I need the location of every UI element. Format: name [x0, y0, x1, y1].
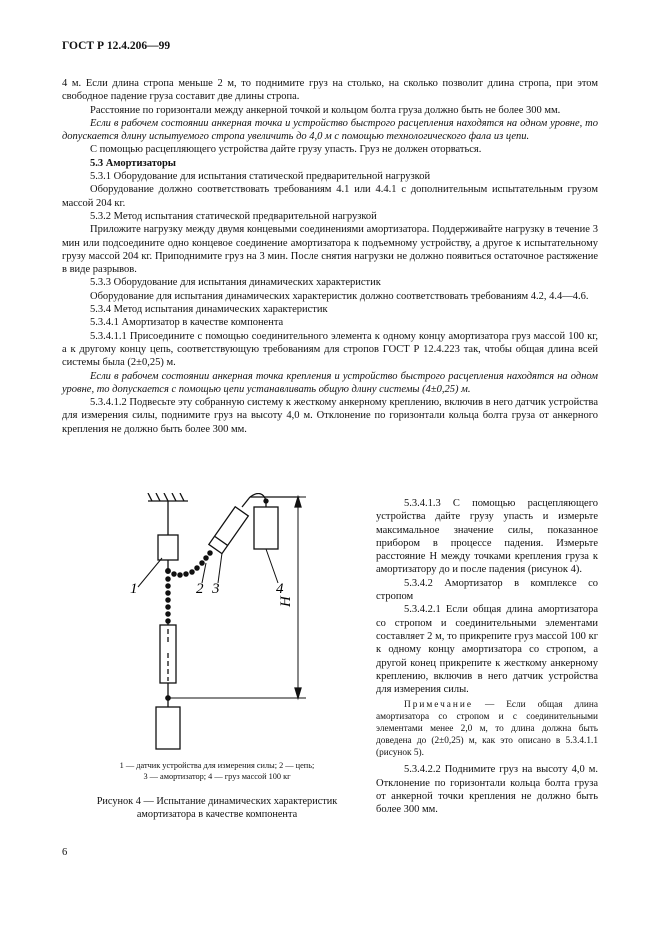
shock-absorber: [209, 507, 248, 554]
subsection-heading: 5.3.1 Оборудование для испытания статической предварительной нагрузкой: [90, 171, 431, 183]
subsection-heading: 5.3.4 Метод испытания динамических характеристик: [90, 304, 328, 316]
caption-line: амортизатора в качестве компонента: [136, 809, 298, 820]
paragraph: Оборудование должно соответствовать требованиям 4.1 или 4.4.1 с дополнительным испытательным грузом массой 204 кг.: [62, 184, 598, 209]
figure-label-2: 2: [196, 581, 204, 597]
figure-legend: [72, 760, 362, 782]
paragraph: Расстояние по горизонтали между анкерной точкой и кольцом болта груза должно быть не более 300 мм.: [90, 104, 561, 116]
subsection-heading: 5.3.3 Оборудование для испытания динамических характеристик: [90, 277, 381, 289]
document-header: ГОСТ Р 12.4.206—99: [62, 40, 171, 52]
main-text: [62, 77, 598, 436]
force-sensor-box: [158, 535, 178, 560]
paragraph: 5.3.4.2.2 Поднимите груз на высоту 4,0 м. Отклонение по горизонтали кольца болта груза от анкерной точки крепления не должно быть более 300 мм.: [376, 764, 598, 816]
paragraph: Приложите нагрузку между двумя концевыми соединениями амортизатора. Поддерживайте нагрузку в течение 3 мин или подсоедините одно концевое соединение амортизатора к подъемному устройству, а другое к испытательному грузу массой 204 кг. Приподнимите груз на 3 мин. После снятия нагрузки не должно появиться остаточное растяжение в виде разрывов.: [62, 224, 598, 276]
paragraph: 5.3.4.2.1 Если общая длина амортизатора со стропом и соединительными элементами составляет 2 м, то прикрепите груз массой 100 кг к одному концу амортизатора со стропом, а другой конец прикрепите к жесткому анкерному креплению, включив в него датчик устройства для измерения силы.: [376, 604, 598, 696]
figure-4-diagram: [78, 493, 368, 755]
note-text: — Если общая длина амортизатора со стропом и с соединительными элементами менее 2,0 м, то длина должна быть доведена до (2±0,25) м, как это описано в 5.3.4.1.1 (рисунок 5).: [376, 700, 598, 758]
figure-label-4: 4: [276, 581, 284, 597]
legend-line: 3 — амортизатор; 4 — груз массой 100 кг: [143, 772, 291, 781]
figure-4-svg: [78, 493, 368, 755]
chain-vertical: [166, 577, 170, 623]
test-weight-lower: [156, 707, 180, 749]
subsection-heading: 5.3.2 Метод испытания статической предварительной нагрузкой: [90, 210, 377, 222]
italic-paragraph: Если в рабочем состоянии анкерная точка и устройство быстрого расцепления находятся на одном уровне, то допускается длину испытуемого стропа увеличить до 4,0 м с помощью технологического фала из цепи.: [62, 117, 598, 143]
page-number: 6: [62, 847, 68, 858]
section-heading: 5.3 Амортизаторы: [90, 157, 177, 169]
right-column-text: [376, 497, 598, 817]
paragraph: С помощью расцепляющего устройства дайте грузу упасть. Груз не должен оторваться.: [90, 144, 482, 156]
paragraph: 5.3.4.1.3 С помощью расцепляющего устройства дайте грузу упасть и измерьте максимальное значение силы, показанное прибором в процессе падения. Измерьте расстояние H между точками крепления груза к амортизатору до и после падения (рисунок 4).: [376, 498, 598, 576]
caption-line: Рисунок 4 — Испытание динамических характеристик: [96, 796, 338, 807]
paragraph: 5.3.4.1.1 Присоедините с помощью соединительного элемента к одному концу амортизатора груз массой 100 кг, а к другому концу цепь, соответствующую требованиям для стропов ГОСТ Р 12.4.223 так, чтобы общая длина всей системы была (2±0,25) м.: [62, 330, 598, 369]
subsection-heading: 5.3.4.2 Амортизатор в комплексе со стропом: [376, 577, 598, 603]
subsection-heading: 5.3.4.1 Амортизатор в качестве компонента: [90, 317, 284, 329]
figure-label-h: H: [278, 596, 294, 607]
italic-paragraph: Если в рабочем состоянии анкерная точка крепления и устройство быстрого расцепления находятся на одном уровне, то допускается с помощью цепи устанавливать общую длину системы (4±0,25) м.: [62, 370, 598, 395]
test-weight-upper: [254, 507, 278, 549]
figure-label-3: 3: [212, 581, 220, 597]
figure-caption: [72, 795, 362, 821]
paragraph: 5.3.4.1.2 Подвесьте эту собранную систему к жесткому анкерному креплению, включив в него датчик устройства для измерения силы, поднимите груз на высоту 4,0 м. Отклонение по горизонтали кольца болта груза от анкерного крепления не должно быть более 300 мм.: [62, 397, 598, 435]
note-label: Примечание: [404, 700, 473, 711]
note: [376, 700, 598, 759]
legend-line: 1 — датчик устройства для измерения силы; 2 — цепь;: [119, 761, 315, 770]
paragraph: 4 м. Если длина стропа меньше 2 м, то поднимите груз на столько, на сколько позволит длина стропа, при этом свободное падение груза составит две длины стропа.: [62, 78, 598, 103]
paragraph: Оборудование для испытания динамических характеристик должно соответствовать требованиям 4.2, 4.4—4.6.: [90, 290, 589, 302]
figure-label-1: 1: [130, 581, 138, 597]
